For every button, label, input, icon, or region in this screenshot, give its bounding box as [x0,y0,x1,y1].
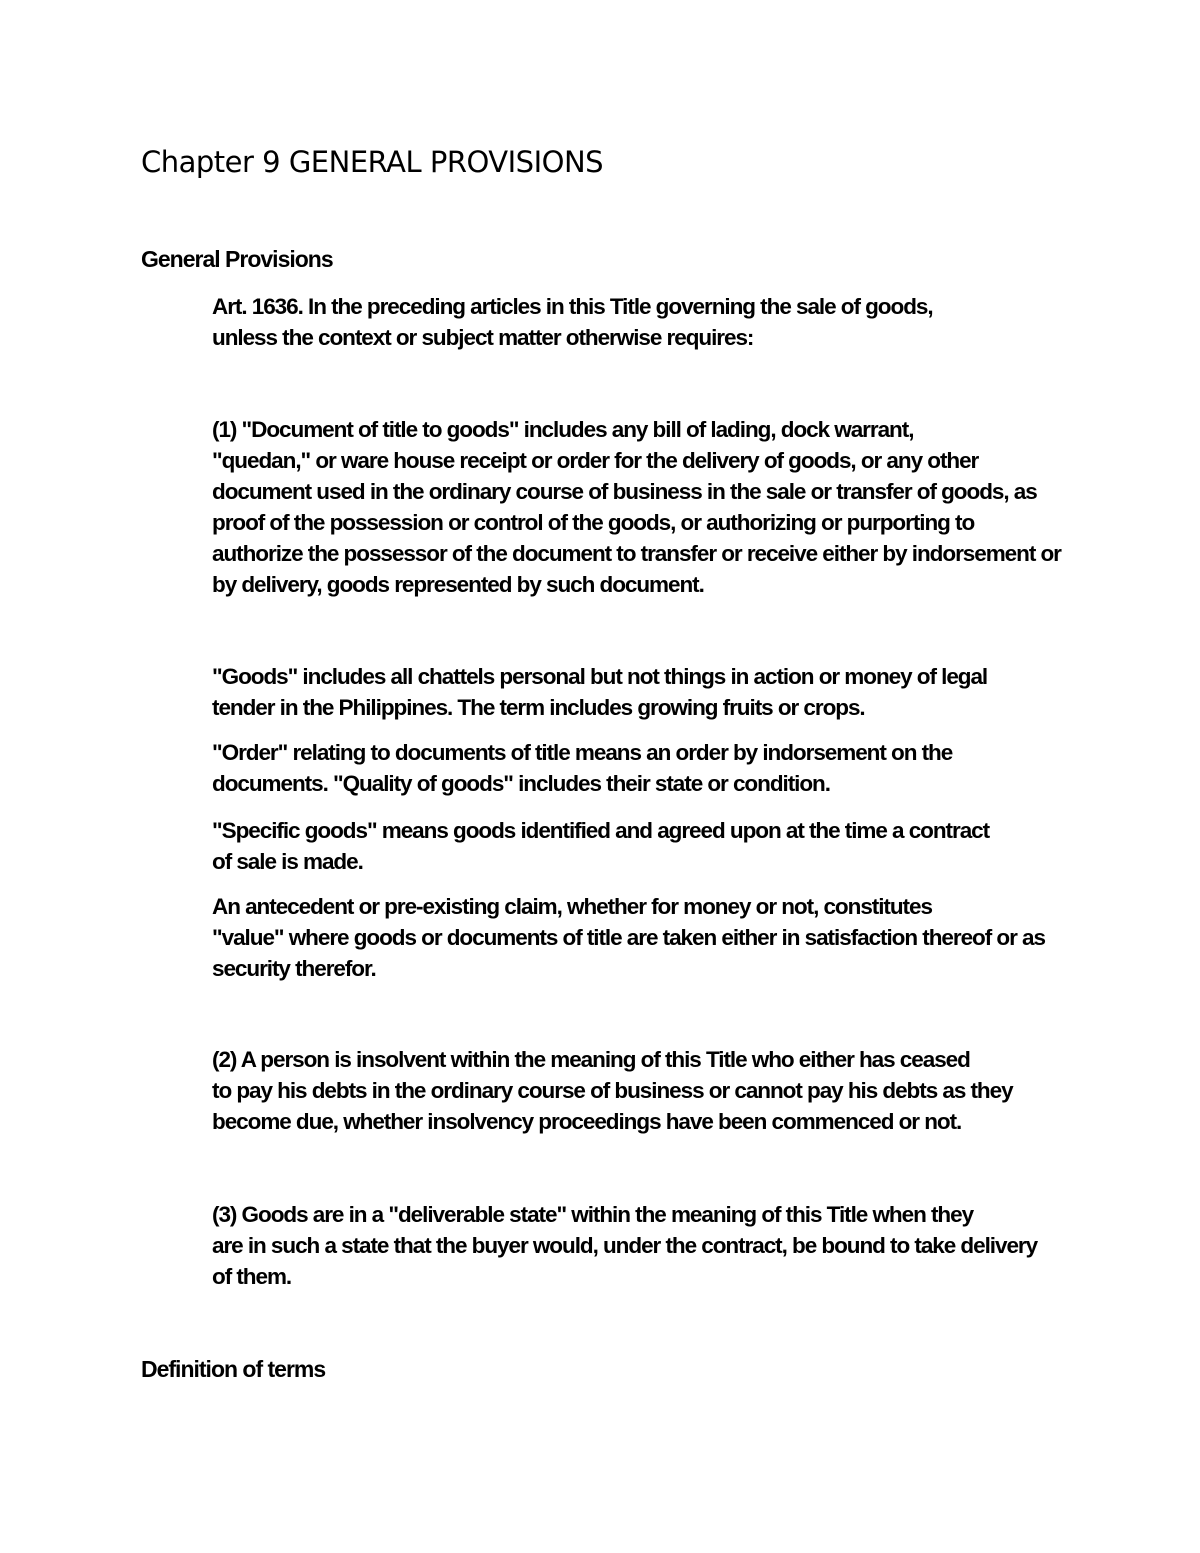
paragraph-line: authorize the possessor of the document to transfer or receive either by indorsement or [212,541,1061,566]
paragraph-line: tender in the Philippines. The term includes growing fruits or crops. [212,695,865,720]
paragraph-line: to pay his debts in the ordinary course of business or cannot pay his debts as they [212,1078,1013,1103]
order-definition-paragraph [141,737,1056,799]
item-1-paragraph [141,414,1061,600]
paragraph-line: of them. [212,1264,292,1289]
paragraph-line: "Order" relating to documents of title means an order by indorsement on the [212,740,953,765]
paragraph-line: (2) A person is insolvent within the meaning of this Title who either has ceased [212,1047,970,1072]
paragraph-line: Art. 1636. In the preceding articles in this Title governing the sale of goods, [212,294,933,319]
value-definition-paragraph [141,891,1056,984]
paragraph-line: (1) "Document of title to goods" includes any bill of lading, dock warrant, [212,417,914,442]
paragraph-line: (3) Goods are in a "deliverable state" within the meaning of this Title when they [212,1202,974,1227]
item-3-paragraph [141,1199,1056,1292]
specific-goods-definition-paragraph [141,815,1056,877]
definition-heading: Definition of terms [141,1356,326,1382]
paragraph-line: become due, whether insolvency proceedings have been commenced or not. [212,1109,962,1134]
paragraph-line: "value" where goods or documents of title are taken either in satisfaction thereof or as [212,925,1045,950]
paragraph-line: proof of the possession or control of the goods, or authorizing or purporting to [212,510,975,535]
section-heading: General Provisions [141,246,333,272]
paragraph-line: "Specific goods" means goods identified and agreed upon at the time a contract [212,818,990,843]
paragraph-line: "Goods" includes all chattels personal but not things in action or money of legal [212,664,988,689]
article-intro-paragraph [141,291,1056,353]
paragraph-line: document used in the ordinary course of business in the sale or transfer of goods, as [212,479,1037,504]
paragraph-line: "quedan," or ware house receipt or order for the delivery of goods, or any other [212,448,979,473]
paragraph-line: by delivery, goods represented by such document. [212,572,704,597]
paragraph-line: An antecedent or pre-existing claim, whether for money or not, constitutes [212,894,932,919]
goods-definition-paragraph [141,661,1056,723]
paragraph-line: are in such a state that the buyer would, under the contract, be bound to take delivery [212,1233,1038,1258]
paragraph-line: of sale is made. [212,849,363,874]
item-2-paragraph [141,1044,1056,1137]
chapter-title: Chapter 9 GENERAL PROVISIONS [141,145,604,179]
paragraph-line: documents. "Quality of goods" includes their state or condition. [212,771,830,796]
paragraph-line: security therefor. [212,956,376,981]
paragraph-line: unless the context or subject matter otherwise requires: [212,325,754,350]
